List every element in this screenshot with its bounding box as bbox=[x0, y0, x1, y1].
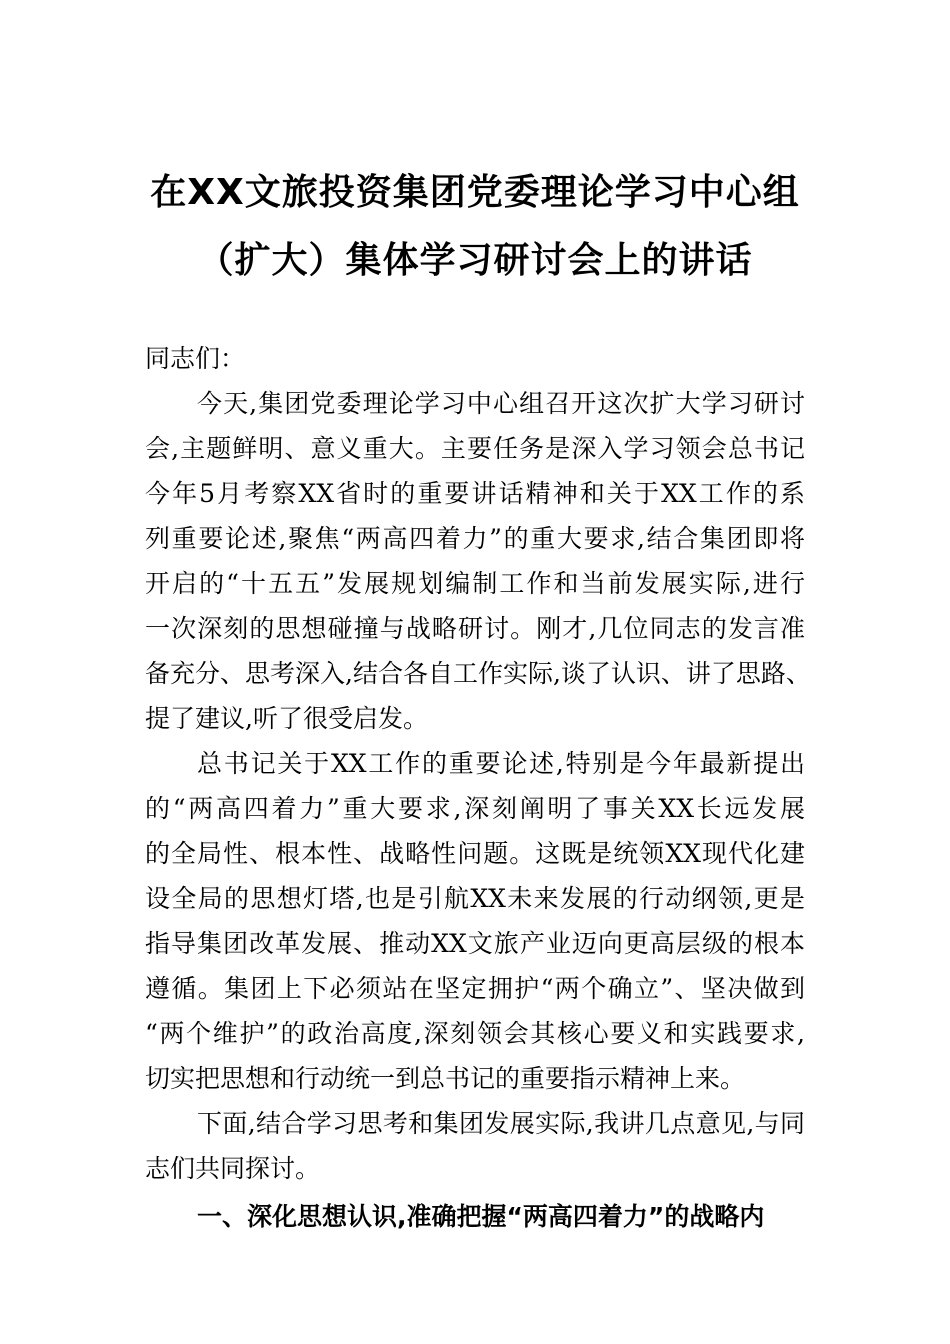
paragraph-line: 会,主题鲜明、意义重大。主要任务是深入学习领会总书记 bbox=[145, 434, 805, 463]
paragraph-line: 的全局性、根本性、战略性问题。这既是统领XX现代化建 bbox=[145, 839, 805, 868]
paragraph-line: 志们共同探讨。 bbox=[145, 1154, 321, 1183]
paragraph-line: 提了建议,听了很受启发。 bbox=[145, 704, 428, 733]
paragraph-line: 今年5月考察XX省时的重要讲话精神和关于XX工作的系 bbox=[145, 479, 805, 508]
paragraph-line: 下面,结合学习思考和集团发展实际,我讲几点意见,与同 bbox=[197, 1109, 805, 1138]
section-heading: 一、深化思想认识,准确把握“两高四着力”的战略内 bbox=[197, 1202, 765, 1231]
salutation: 同志们： bbox=[145, 344, 246, 373]
paragraph-line: 今天,集团党委理论学习中心组召开这次扩大学习研讨 bbox=[197, 389, 805, 418]
paragraph-line: 一次深刻的思想碰撞与战略研讨。刚才,几位同志的发言准 bbox=[145, 614, 805, 643]
paragraph-line: “两个维护”的政治高度,深刻领会其核心要义和实践要求, bbox=[145, 1019, 805, 1048]
paragraph-line: 的“两高四着力”重大要求,深刻阐明了事关XX长远发展 bbox=[145, 794, 805, 823]
document-title-line-1: 在XX文旅投资集团党委理论学习中心组 bbox=[150, 172, 800, 213]
paragraph-line: 总书记关于XX工作的重要论述,特别是今年最新提出 bbox=[197, 749, 805, 778]
document-title-line-2: （扩大）集体学习研讨会上的讲话 bbox=[197, 240, 753, 281]
document-body bbox=[145, 336, 811, 1239]
paragraph-line: 开启的“十五五”发展规划编制工作和当前发展实际,进行 bbox=[145, 569, 805, 598]
paragraph bbox=[145, 381, 811, 741]
paragraph bbox=[145, 741, 805, 1101]
paragraph-line: 遵循。集团上下必须站在坚定拥护“两个确立”、坚决做到 bbox=[145, 974, 805, 1003]
paragraph-line: 列重要论述,聚焦“两高四着力”的重大要求,结合集团即将 bbox=[145, 524, 805, 553]
paragraph bbox=[145, 1101, 805, 1191]
paragraph-line: 设全局的思想灯塔,也是引航XX未来发展的行动纲领,更是 bbox=[145, 884, 805, 913]
paragraph-line: 指导集团改革发展、推动XX文旅产业迈向更高层级的根本 bbox=[145, 929, 805, 958]
paragraph-line: 切实把思想和行动统一到总书记的重要指示精神上来。 bbox=[145, 1064, 746, 1093]
paragraph-line: 备充分、思考深入,结合各自工作实际,谈了认识、讲了思路、 bbox=[145, 659, 811, 688]
